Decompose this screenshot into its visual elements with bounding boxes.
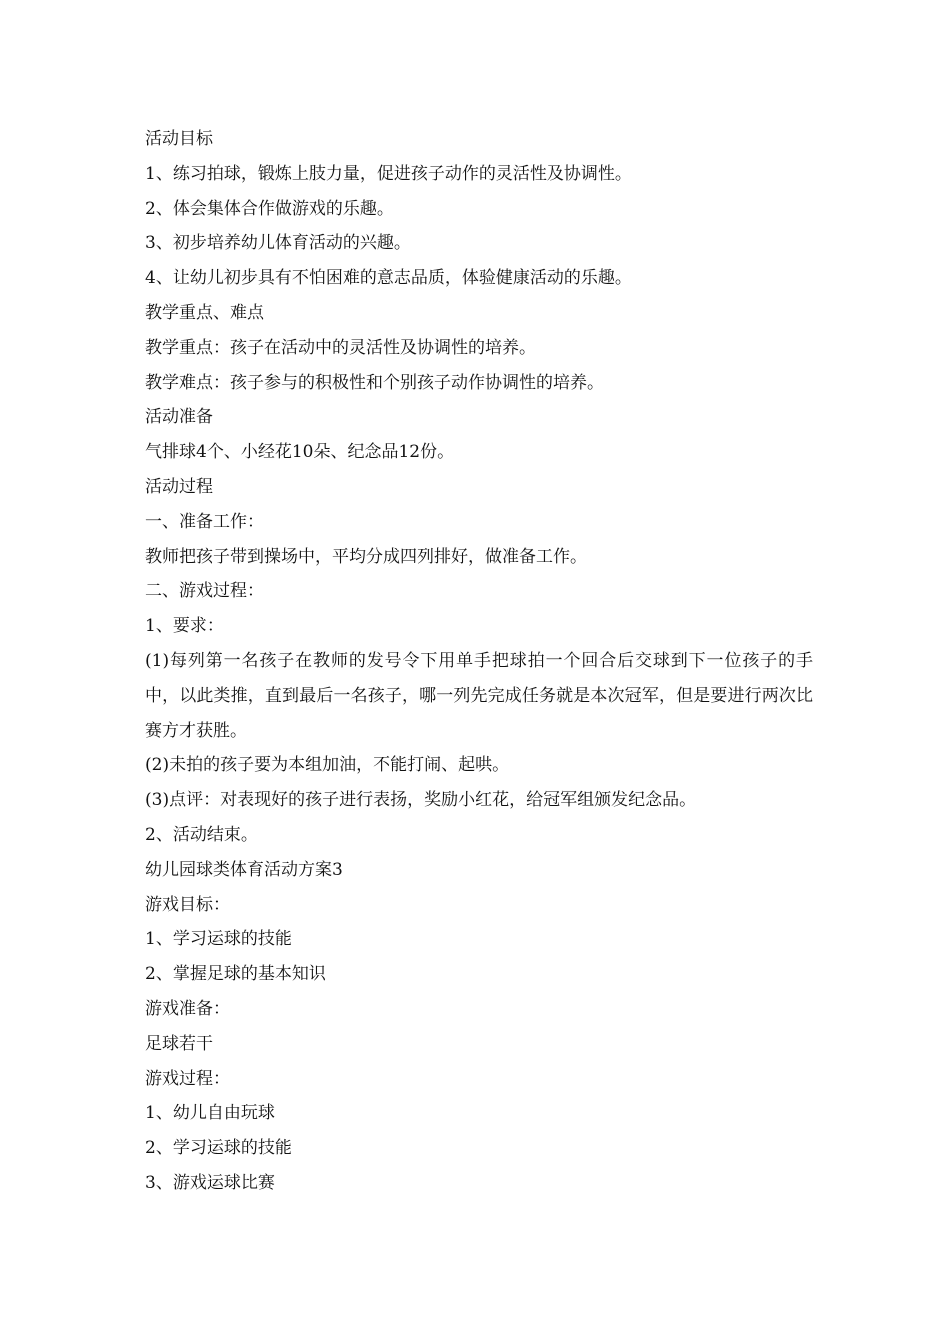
section-title: 幼儿园球类体育活动方案3 bbox=[145, 859, 343, 880]
text-line: 3、游戏运球比赛 bbox=[145, 1172, 275, 1193]
text-line: 2、掌握足球的基本知识 bbox=[145, 964, 326, 985]
text-line: 教学难点：孩子参与的积极性和个别孩子动作协调性的培养。 bbox=[145, 372, 604, 393]
heading-game-process: 游戏过程： bbox=[145, 1068, 230, 1089]
text-line: 一、准备工作： bbox=[145, 511, 264, 532]
text-line: 2、学习运球的技能 bbox=[145, 1138, 292, 1159]
document-body bbox=[145, 122, 813, 1201]
text-line: 教师把孩子带到操场中，平均分成四列排好，做准备工作。 bbox=[145, 546, 587, 567]
text-line: 1、要求： bbox=[145, 616, 224, 637]
text-line: (2)未拍的孩子要为本组加油，不能打闹、起哄。 bbox=[145, 755, 510, 776]
heading-activity-goals: 活动目标 bbox=[145, 129, 213, 149]
text-line: 1、幼儿自由玩球 bbox=[145, 1103, 275, 1124]
text-line: 1、练习拍球，锻炼上肢力量，促进孩子动作的灵活性及协调性。 bbox=[145, 163, 632, 184]
text-line: 二、游戏过程： bbox=[145, 581, 264, 602]
text-line: 2、活动结束。 bbox=[145, 824, 258, 845]
text-line: 足球若干 bbox=[145, 1033, 213, 1054]
heading-key-points: 教学重点、难点 bbox=[145, 302, 264, 323]
text-line: 4、让幼儿初步具有不怕困难的意志品质，体验健康活动的乐趣。 bbox=[145, 268, 632, 289]
text-line: 教学重点：孩子在活动中的灵活性及协调性的培养。 bbox=[145, 337, 536, 358]
text-line: (3)点评：对表现好的孩子进行表扬，奖励小红花，给冠军组颁发纪念品。 bbox=[145, 790, 697, 811]
text-paragraph: (1)每列第一名孩子在教师的发号令下用单手把球拍一个回合后交球到下一位孩子的手中，以此类推，直到最后一名孩子，哪一列先完成任务就是本次冠军，但是要进行两次比赛方才获胜。 bbox=[145, 650, 813, 741]
text-line: 气排球4个、小经花10朵、纪念品12份。 bbox=[145, 442, 455, 463]
heading-activity-preparation: 活动准备 bbox=[145, 407, 213, 428]
heading-game-goals: 游戏目标： bbox=[145, 894, 230, 915]
text-line: 2、体会集体合作做游戏的乐趣。 bbox=[145, 198, 394, 219]
heading-activity-process: 活动过程 bbox=[145, 476, 213, 497]
text-line: 1、学习运球的技能 bbox=[145, 929, 292, 950]
heading-game-preparation: 游戏准备： bbox=[145, 998, 230, 1019]
text-line: 3、初步培养幼儿体育活动的兴趣。 bbox=[145, 233, 411, 254]
